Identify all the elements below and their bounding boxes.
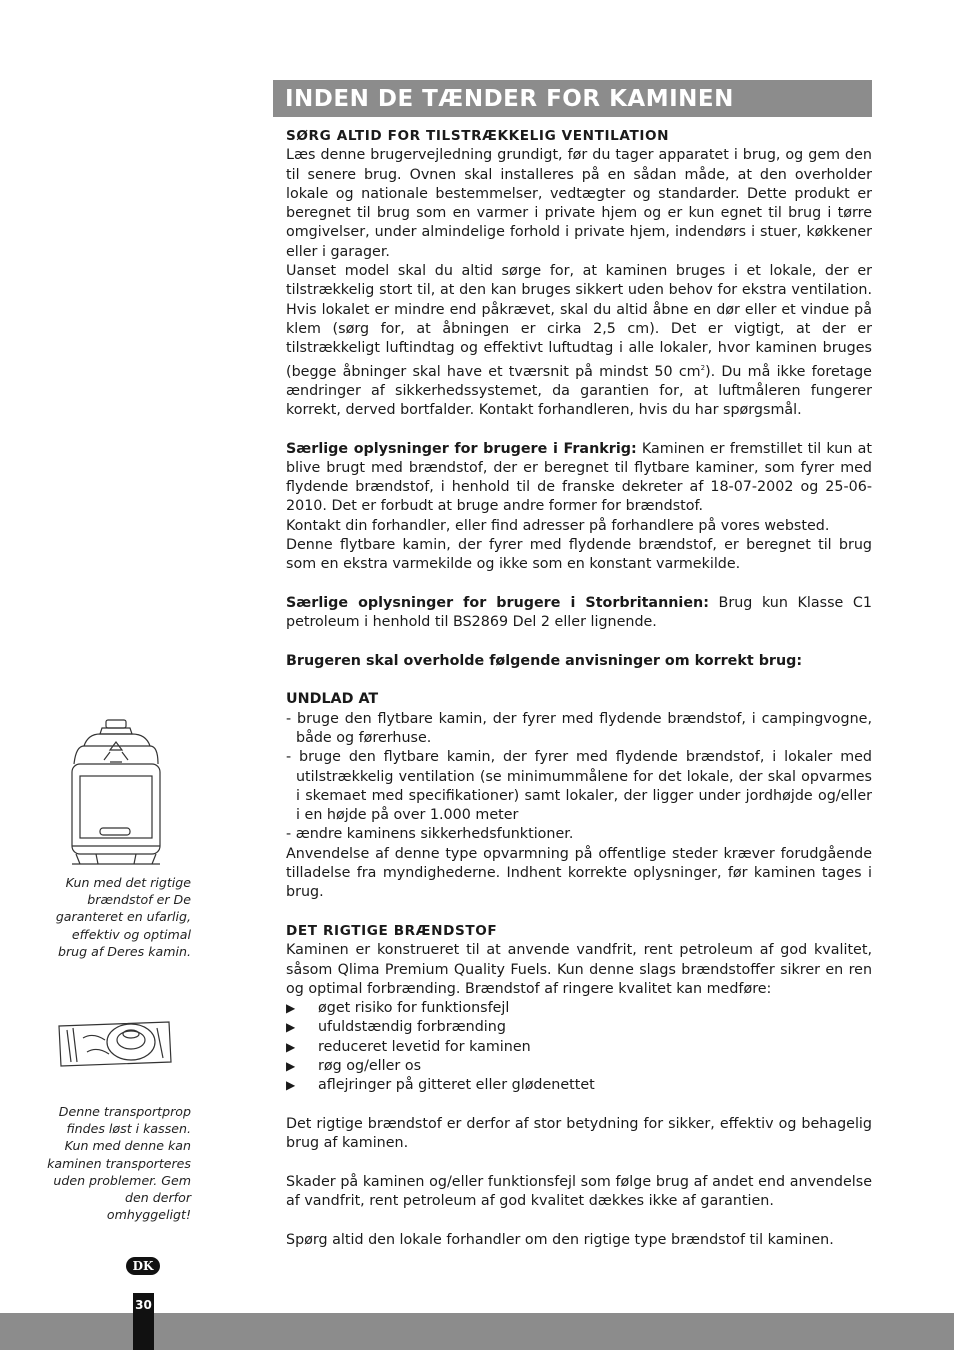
fuel-bullet: ▶ aflejringer på gitteret eller glødenettet [286, 1076, 872, 1095]
fuel-can-illustration [66, 716, 164, 868]
arrow-bullet-icon: ▶ [286, 1078, 296, 1093]
page-title: INDEN DE TÆNDER FOR KAMINEN [285, 85, 734, 112]
fuel-bullet: ▶ reduceret levetid for kaminen [286, 1038, 872, 1057]
transport-plug-caption: Denne transportprop findes løst i kassen. Kun med denne kan kaminen transporteres uden problemer. Gem den derfor omhyggeligt! [47, 1104, 191, 1223]
page-number: 30 [133, 1293, 154, 1350]
page-title-bar [273, 80, 872, 117]
arrow-bullet-icon: ▶ [286, 1001, 296, 1016]
arrow-bullet-icon: ▶ [286, 1059, 296, 1074]
ventilation-paragraph-1: Læs denne brugervejledning grundigt, før du tager apparatet i brug, og gem den til senere brug. Ovnen skal installeres på en sådan måde, at den overholder lokale og nationale bestemmelser, vedtægter og standarder. Dette produkt er beregnet til brug som en varmer i private hjem og er kun egnet til brug i tørre omgivelser, under almindelige forhold i private hjem, indendørs i stuer, køkkener eller i garager. [286, 147, 872, 260]
avoid-item: - ændre kaminens sikkerhedsfunktioner. [286, 826, 574, 843]
fuel-can-caption: Kun med det rigtige brændstof er De garanteret en ufarlig, effektiv og optimal brug af Deres kamin. [55, 875, 191, 959]
fuel-heading: DET RIGTIGE BRÆNDSTOF [286, 922, 498, 939]
instructions-heading: Brugeren skal overholde følgende anvisninger om korrekt brug: [286, 652, 803, 669]
avoid-heading: UNDLAD AT [286, 691, 379, 708]
france-note: Denne flytbare kamin, der fyrer med flydende brændstof, er beregnet til brug som en ekstra varmekilde og ikke som en konstant varmekilde. [286, 537, 872, 573]
arrow-bullet-icon: ▶ [286, 1020, 296, 1035]
language-badge: DK [126, 1257, 160, 1275]
fuel-paragraph-2: Skader på kaminen og/eller funktionsfejl som følge brug af andet end anvendelse af vandfrit, rent petroleum af god kvalitet dækkes ikke af garantien. [286, 1173, 872, 1210]
fuel-bullet: ▶ røg og/eller os [286, 1057, 872, 1076]
uk-paragraph: Særlige oplysninger for brugere i Storbritannien: Brug kun Klasse C1 petroleum i henhold til BS2869 Del 2 eller lignende. [286, 594, 873, 631]
ventilation-heading: SØRG ALTID FOR TILSTRÆKKELIG VENTILATION [286, 128, 670, 144]
france-paragraph: Særlige oplysninger for brugere i Frankrig: Kaminen er fremstillet til kun at blive brugt med brændstof, der er beregnet til flytbare kaminer, som fyrer med flydende brændstof, i henhold til de franske dekreter af 18-07-2002 og 25-06-2010. Det er forbudt at bruge andre former for brændstof. [286, 440, 872, 515]
main-text [286, 127, 872, 1250]
transport-plug-illustration [53, 1018, 175, 1070]
fuel-paragraph-3: Spørg altid den lokale forhandler om den rigtige type brændstof til kaminen. [286, 1231, 834, 1248]
fuel-paragraph-1: Det rigtige brændstof er derfor af stor betydning for sikker, effektiv og behagelig brug af kaminen. [286, 1115, 872, 1152]
fuel-bullet: ▶ øget risiko for funktionsfejl [286, 999, 872, 1018]
arrow-bullet-icon: ▶ [286, 1039, 296, 1054]
avoid-item: - bruge den flytbare kamin, der fyrer med flydende brændstof, i campingvogne, både og førerhuse. [286, 710, 872, 746]
france-contact: Kontakt din forhandler, eller find adresser på forhandlere på vores websted. [286, 517, 830, 534]
avoid-item: - bruge den flytbare kamin, der fyrer med flydende brændstof, i lokaler med utilstrækkelig ventilation (se minimummålene for det lokale, der skal opvarmes i skemaet med specifikationer) samt lokaler, der ligger under jordhøjde og/eller i en højde på over 1.000 meter [286, 749, 872, 824]
permit-paragraph: Anvendelse af denne type opvarmning på offentlige steder kræver forudgående tilladelse fra myndighederne. Indhent korrekte oplysninger, før kaminen tages i brug. [286, 845, 872, 901]
fuel-intro: Kaminen er konstrueret til at anvende vandfrit, rent petroleum af god kvalitet, såsom Qlima Premium Quality Fuels. Kun denne slags brændstoffer sikrer en ren og optimal forbrænding. Brændstof af ringere kvalitet kan medføre: [286, 942, 872, 997]
fuel-bullet: ▶ ufuldstændig forbrænding [286, 1018, 872, 1037]
ventilation-paragraph-2: Uanset model skal du altid sørge for, at kaminen bruges i et lokale, der er tilstrækkelig stort til, at den kan bruges sikkert uden behov for ekstra ventilation. Hvis lokalet er mindre end påkrævet, skal du altid åbne en dør eller et vindue på klem (sørg for, at åbningen er cirka 2,5 cm). Det er vigtigt, at der er tilstrækkeligt luftindtag og effektivt luftudtag i alle lokaler, hvor kaminen bruges (begge åbninger skal have et tværsnit på mindst 50 $cm^2$). Du må ikke foretage ændringer af sikkerhedssystemet, da garantien for, at luftmåleren fungerer korrekt, derved bortfalder. Kontakt forhandleren, hvis du har spørgsmål. [286, 263, 872, 418]
